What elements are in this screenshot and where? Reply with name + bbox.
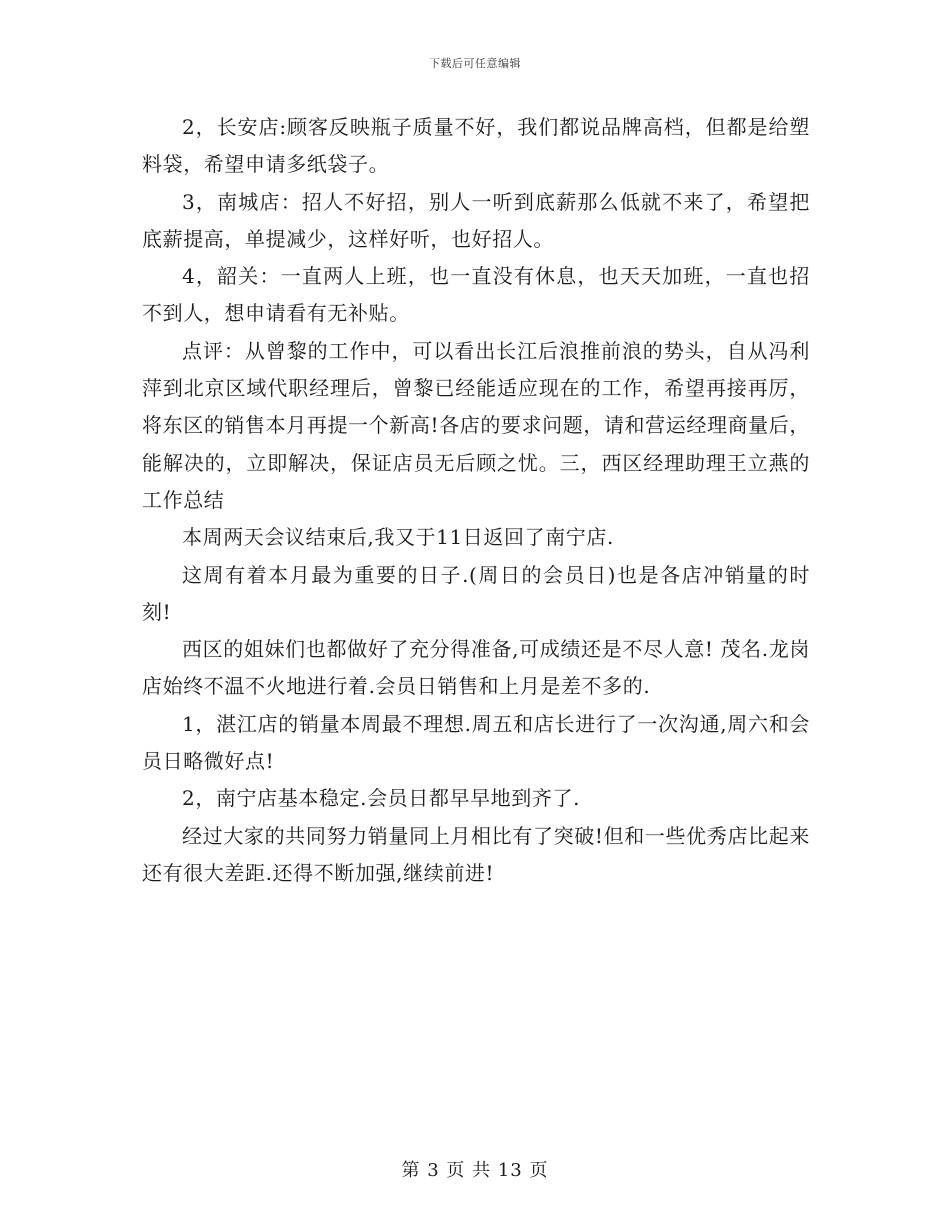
paragraph: 2，长安店:顾客反映瓶子质量不好，我们都说品牌高档，但都是给塑料袋，希望申请多纸袋子。: [142, 115, 810, 177]
paragraph: 1，湛江店的销量本周最不理想.周五和店长进行了一次沟通,周六和会员日略微好点!: [142, 711, 810, 774]
document-body: [142, 109, 810, 892]
paragraph: 3，南城店：招人不好招，别人一听到底薪那么低就不来了，希望把底薪提高，单提减少，这样好听，也好招人。: [142, 189, 810, 251]
header-note: 下载后可任意编辑: [429, 57, 521, 70]
paragraph: 点评：从曾黎的工作中，可以看出长江后浪推前浪的势头，自从冯利萍到北京区域代职经理后，曾黎已经能适应现在的工作，希望再接再厉，将东区的销售本月再提一个新高!各店的要求问题，请和营运经理商量后，能解决的，立即解决，保证店员无后顾之忧。三，西区经理助理王立燕的工作总结: [142, 338, 810, 512]
paragraph: 本周两天会议结束后,我又于11日返回了南宁店.: [182, 525, 614, 550]
paragraph: 这周有着本月最为重要的日子.(周日的会员日)也是各店冲销量的时刻!: [142, 562, 810, 624]
paragraph: 经过大家的共同努力销量同上月相比有了突破!但和一些优秀店比起来还有很大差距.还得不断加强,继续前进!: [142, 823, 810, 885]
paragraph: 西区的姐妹们也都做好了充分得准备,可成绩还是不尽人意! 茂名.龙岗店始终不温不火地进行着.会员日销售和上月是差不多的.: [142, 637, 810, 699]
paragraph: 4，韶关：一直两人上班，也一直没有休息，也天天加班，一直也招不到人，想申请看有无补贴。: [142, 264, 810, 326]
paragraph: 2，南宁店基本稳定.会员日都早早地到齐了.: [182, 786, 581, 811]
page-number-footer: 第 3 页 共 13 页: [401, 1160, 549, 1181]
